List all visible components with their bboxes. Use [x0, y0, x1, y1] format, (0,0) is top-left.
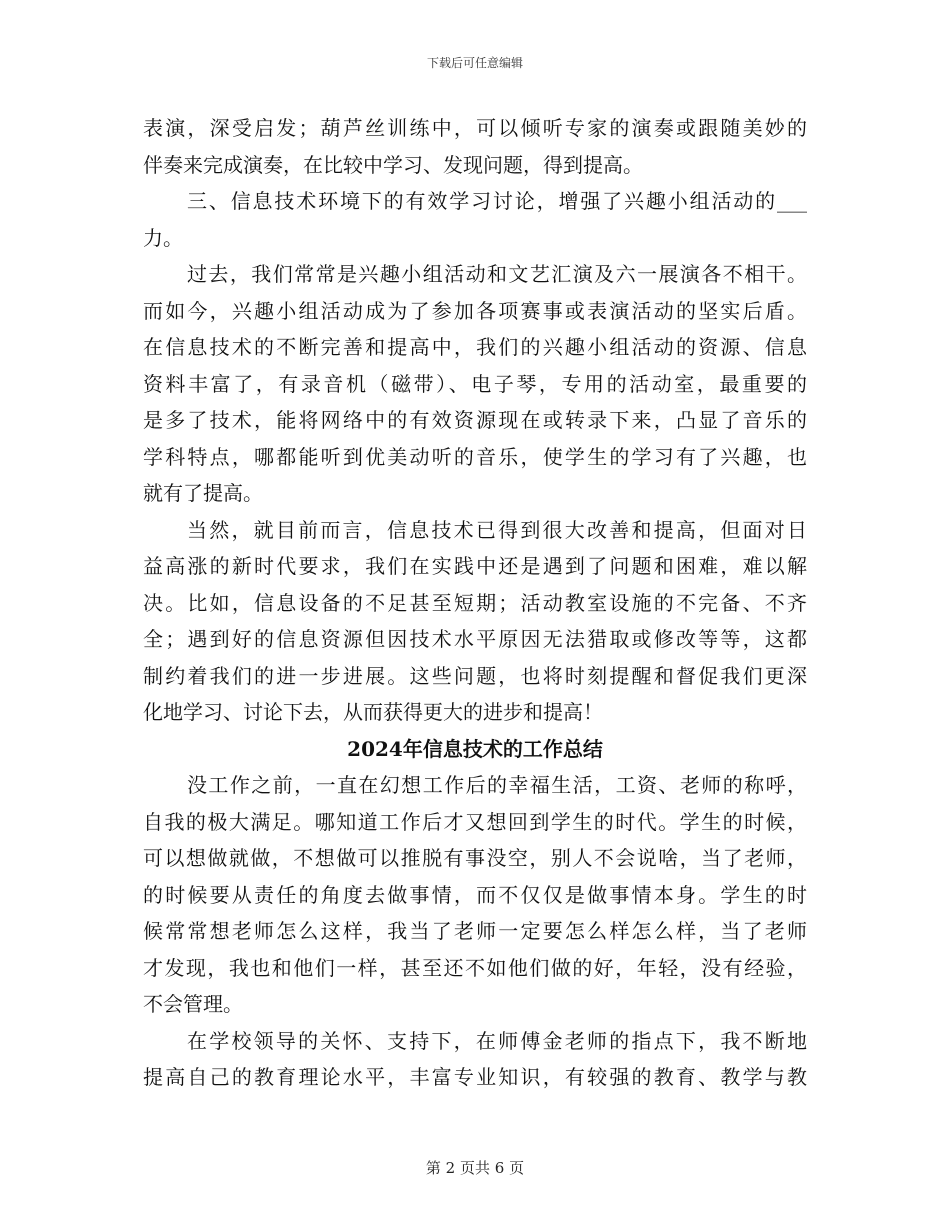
- text-line: 力。: [143, 225, 183, 250]
- text-line: 候常常想老师怎么这样，我当了老师一定要怎么样怎么样，当了老师: [143, 919, 807, 943]
- text-line: 不会管理。: [143, 992, 243, 1016]
- text-line: 制约着我们的进一步进展。这些问题，也将时刻提醒和督促我们更深: [143, 663, 807, 688]
- text-line: 学科特点，哪都能听到优美动听的音乐，使学生的学习有了兴趣，也: [143, 444, 807, 469]
- text-line: 是多了技术，能将网络中的有效资源现在或转录下来，凸显了音乐的: [143, 408, 807, 432]
- text-line: 可以想做就做，不想做可以推脱有事没空，别人不会说啥，当了老师，: [143, 846, 807, 870]
- text-line: 没工作之前，一直在幻想工作后的幸福生活，工资、老师的称呼，: [187, 773, 807, 797]
- text-line: 自我的极大满足。哪知道工作后才又想回到学生的时代。学生的时候，: [143, 809, 807, 834]
- text-line: 三、信息技术环境下的有效学习讨论，增强了兴趣小组活动的___: [187, 189, 807, 213]
- text-line: 在学校领导的关怀、支持下，在师傅金老师的指点下，我不断地: [187, 1028, 807, 1053]
- text-line: 全；遇到好的信息资源但因技术水平原因无法猎取或修改等等，这都: [143, 627, 807, 651]
- text-line: 就有了提高。: [143, 481, 263, 505]
- page-footer: 第 2 页共 6 页: [425, 1159, 525, 1177]
- text-line: 表演，深受启发；葫芦丝训练中，可以倾听专家的演奏或跟随美妙的: [143, 116, 807, 140]
- text-line: 才发现，我也和他们一样，甚至还不如他们做的好，年轻，没有经验，: [143, 955, 807, 980]
- text-line: 的时候要从责任的角度去做事情，而不仅仅是做事情本身。学生的时: [143, 882, 807, 907]
- text-line: 伴奏来完成演奏，在比较中学习、发现问题，得到提高。: [143, 152, 643, 177]
- text-line: 益高涨的新时代要求，我们在实践中还是遇到了问题和困难，难以解: [143, 554, 807, 578]
- page-header: 下载后可任意编辑: [426, 56, 523, 70]
- text-line: 而如今，兴趣小组活动成为了参加各项赛事或表演活动的坚实后盾。: [143, 298, 807, 323]
- text-line: 在信息技术的不断完善和提高中，我们的兴趣小组活动的资源、信息: [143, 335, 807, 359]
- section-title: 2024年信息技术的工作总结: [347, 736, 603, 761]
- text-line: 资料丰富了，有录音机（磁带）、电子琴，专用的活动室，最重要的: [143, 371, 807, 396]
- text-line: 化地学习、讨论下去，从而获得更大的进步和提高！: [143, 700, 603, 724]
- text-line: 提高自己的教育理论水平，丰富专业知识，有较强的教育、教学与教: [143, 1065, 807, 1089]
- text-line: 当然，就目前而言，信息技术已得到很大改善和提高，但面对日: [187, 517, 807, 542]
- text-line: 决。比如，信息设备的不足甚至短期；活动教室设施的不完备、不齐: [143, 590, 807, 615]
- text-line: 过去，我们常常是兴趣小组活动和文艺汇演及六一展演各不相干。: [187, 262, 807, 286]
